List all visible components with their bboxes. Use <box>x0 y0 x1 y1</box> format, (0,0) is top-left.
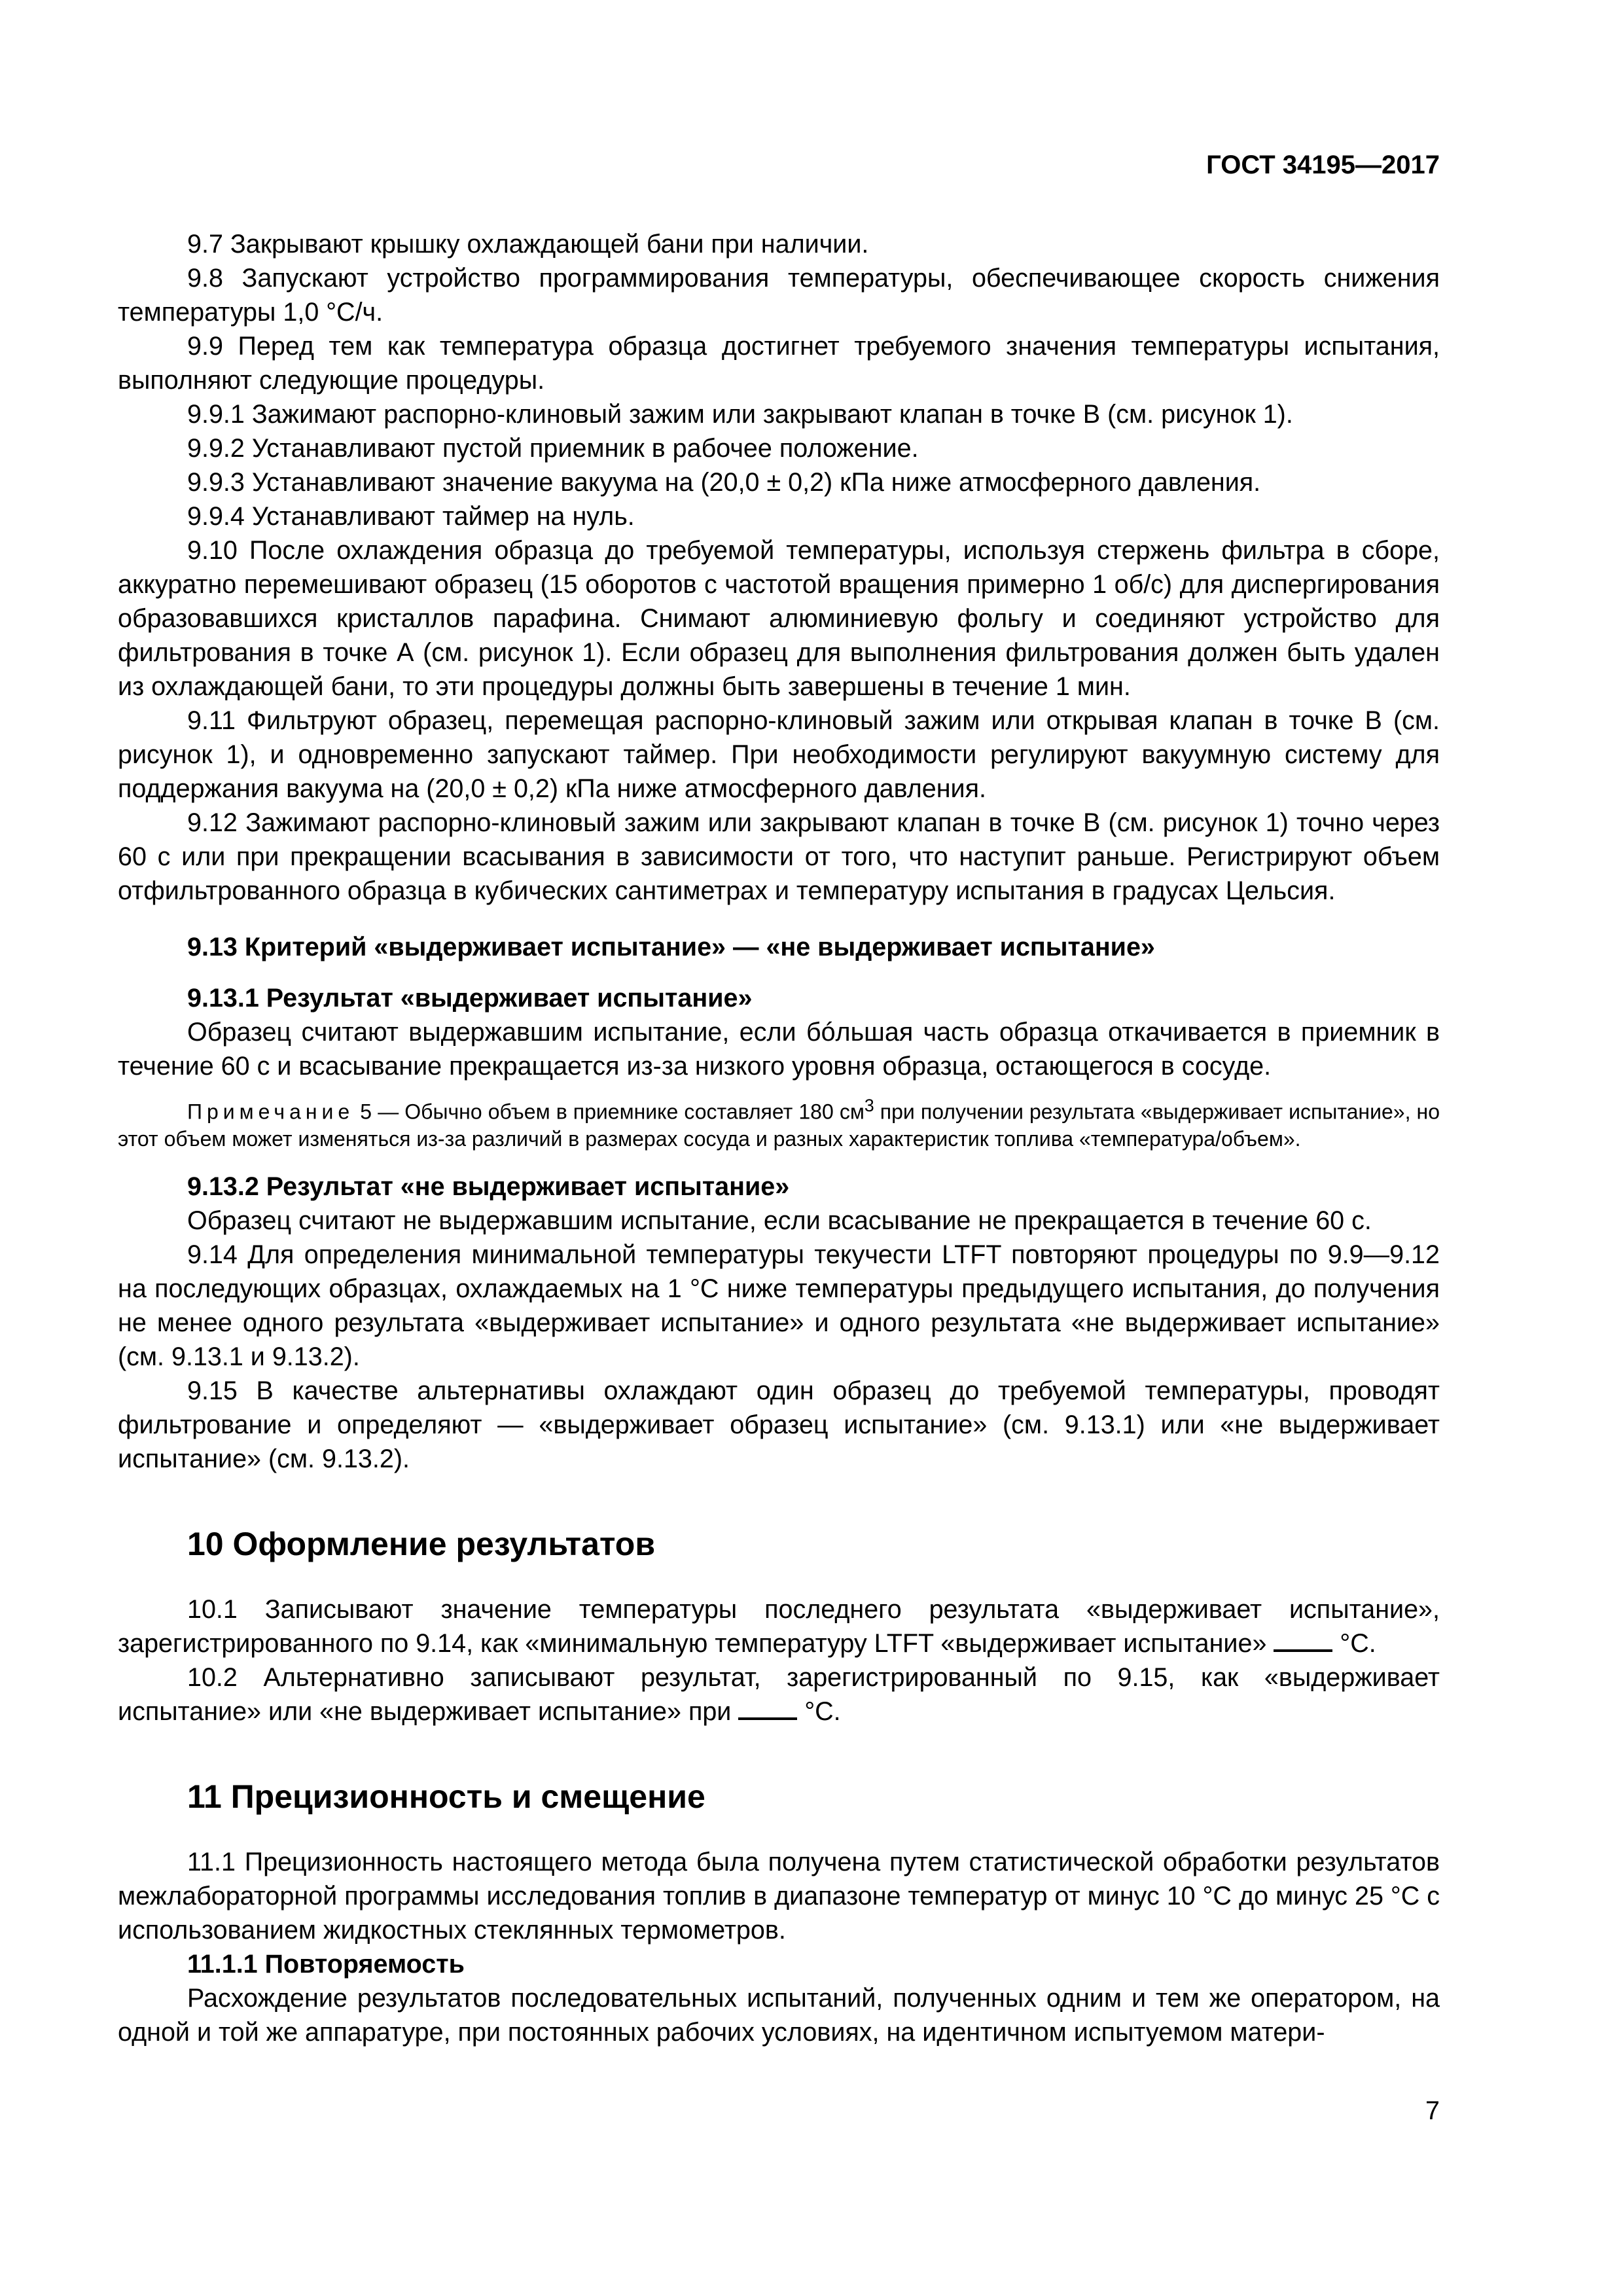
paragraph-9-8: 9.8 Запускают устройство программирования температуры, обеспечивающее скорость снижения температуры 1,0 °С/ч. <box>118 264 1440 327</box>
paragraph-11-1-1: Расхождение результатов последовательных испытаний, полученных одним и тем же оператором, на одной и той же аппаратуре, при постоянных рабочих условиях, на идентичном испытуемом матери- <box>118 1983 1440 2047</box>
paragraph-9-9-3: 9.9.3 Устанавливают значение вакуума на (20,0 ± 0,2) кПа ниже атмосферного давления. <box>187 468 1261 497</box>
paragraph-9-9: 9.9 Перед тем как температура образца достигнет требуемого значения температуры испытания, выполняют следующие процедуры. <box>118 332 1440 395</box>
document-header: ГОСТ 34195—2017 <box>1206 151 1440 179</box>
paragraph-10-2 <box>118 1660 1440 1729</box>
paragraph-9-12: 9.12 Зажимают распорно-клиновый зажим или закрывают клапан в точке В (см. рисунок 1) точно через 60 с или при прекращении всасывания в зависимости от того, что наступит раньше. Регистрируют объем отфильтрованного образца в кубических сантиметрах и температуру испытания в градусах Цельсия. <box>118 808 1440 905</box>
page-number: 7 <box>1425 2096 1440 2125</box>
paragraph-9-13-1: Образец считают выдержавшим испытание, если бóльшая часть образца откачивается в приемник в течение 60 с и всасывание прекращается из-за низкого уровня образца, остающегося в сосуде. <box>118 1018 1440 1081</box>
section-heading-10: 10 Оформление результатов <box>187 1525 656 1562</box>
section-heading-11: 11 Прецизионность и смещение <box>187 1778 705 1815</box>
paragraph-9-13-2: Образец считают не выдержавшим испытание, если всасывание не прекращается в течение 60 с. <box>187 1206 1372 1235</box>
paragraph-9-9-1: 9.9.1 Зажимают распорно-клиновый зажим или закрывают клапан в точке В (см. рисунок 1). <box>187 400 1293 429</box>
note-label: Примечание <box>187 1100 355 1124</box>
paragraph-10-1 <box>118 1592 1440 1660</box>
heading-9-13-1: 9.13.1 Результат «выдерживает испытание» <box>187 984 753 1013</box>
paragraph-10-1-unit: °С. <box>1332 1628 1376 1658</box>
paragraph-10-2-unit: °С. <box>797 1696 841 1726</box>
paragraph-9-7: 9.7 Закрывают крышку охлаждающей бани при наличии. <box>187 230 869 259</box>
note-text-a: 5 — Обычно объем в приемнике составляет 180 см <box>354 1100 865 1124</box>
paragraph-10-1-text: 10.1 Записывают значение температуры последнего результата «выдерживает испытание», зарегистрированного по 9.14, как «минимальную температуру LTFT «выдерживает испытание» <box>118 1594 1440 1658</box>
note-superscript: 3 <box>864 1096 874 1115</box>
fill-in-blank <box>1274 1630 1332 1652</box>
heading-11-1-1: 11.1.1 Повторяемость <box>187 1949 465 1979</box>
heading-9-13: 9.13 Критерий «выдерживает испытание» — «не выдерживает испытание» <box>187 933 1155 961</box>
paragraph-9-14: 9.14 Для определения минимальной температуры текучести LTFT повторяют процедуры по 9.9—9.12 на последующих образцах, охлаждаемых на 1 °С ниже температуры предыдущего испытания, до получения не менее одного результата «выдерживает испытание» и одного результата «не выдерживает испытание» (см. 9.13.1 и 9.13.2). <box>118 1240 1440 1371</box>
paragraph-9-15: 9.15 В качестве альтернативы охлаждают один образец до требуемой температуры, проводят фильтрование и определяют — «выдерживает образец испытание» (см. 9.13.1) или «не выдерживает испытание» (см. 9.13.2). <box>118 1376 1440 1473</box>
paragraph-11-1: 11.1 Прецизионность настоящего метода была получена путем статистической обработки результатов межлабораторной программы исследования топлив в диапазоне температур от минус 10 °С до минус 25 °С с использованием жидкостных стеклянных термометров. <box>118 1847 1440 1945</box>
note-5 <box>118 1092 1440 1153</box>
heading-9-13-2: 9.13.2 Результат «не выдерживает испытание» <box>187 1172 790 1201</box>
paragraph-9-10: 9.10 После охлаждения образца до требуемой температуры, используя стержень фильтра в сборе, аккуратно перемешивают образец (15 оборотов с частотой вращения примерно 1 об/с) для диспергирования образовавшихся кристаллов парафина. Снимают алюминиевую фольгу и соединяют устройство для фильтрования в точке А (см. рисунок 1). Если образец для выполнения фильтрования должен быть удален из охлаждающей бани, то эти процедуры должны быть завершены в течение 1 мин. <box>118 536 1440 701</box>
paragraph-9-11: 9.11 Фильтруют образец, перемещая распорно-клиновый зажим или открывая клапан в точке В (см. рисунок 1), и одновременно запускают таймер. При необходимости регулируют вакуумную систему для поддержания вакуума на (20,0 ± 0,2) кПа ниже атмосферного давления. <box>118 706 1440 803</box>
paragraph-10-2-text: 10.2 Альтернативно записывают результат, зарегистрированный по 9.15, как «выдерживает испытание» или «не выдерживает испытание» при <box>118 1662 1440 1726</box>
document-page <box>118 151 1440 2049</box>
paragraph-9-9-4: 9.9.4 Устанавливают таймер на нуль. <box>187 502 635 531</box>
fill-in-blank <box>738 1698 797 1720</box>
paragraph-9-9-2: 9.9.2 Устанавливают пустой приемник в рабочее положение. <box>187 434 919 463</box>
note-text-b: при получении результата «выдерживает испытание», но этот объем может изменяться из-за различий в размерах сосуда и разных характеристик топлива «температура/объем». <box>118 1100 1440 1151</box>
